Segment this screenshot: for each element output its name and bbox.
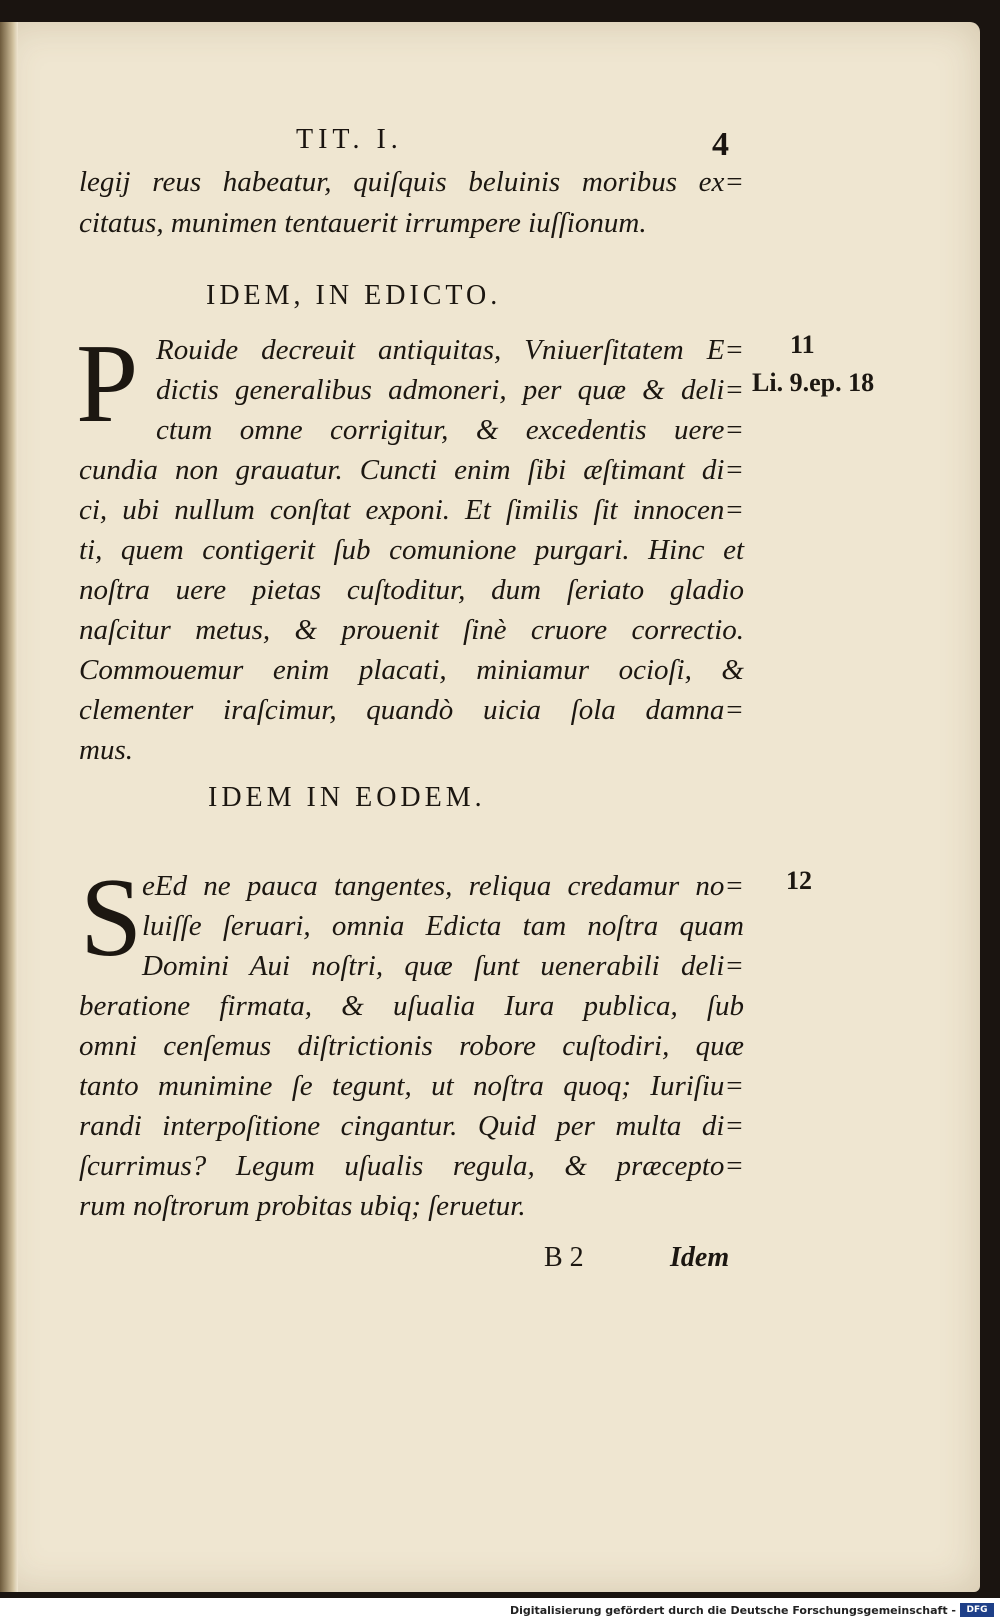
drop-capital: P <box>76 322 139 446</box>
page-gutter <box>0 22 18 1592</box>
text-line: Rouide decreuit antiquitas, Vniuerſitatem E= <box>156 334 744 366</box>
text-line: cundia non grauatur. Cuncti enim ſibi æſtimant di= <box>79 454 744 486</box>
margin-number: 12 <box>786 866 812 895</box>
margin-number: 11 <box>790 330 815 359</box>
text-line: rum noſtrorum probitas ubiq; ſeruetur. <box>79 1190 526 1222</box>
text-line: ti, quem contigerit ſub comunione purgari. Hinc et <box>79 534 744 566</box>
section-heading: IDEM IN EODEM. <box>208 782 486 813</box>
running-title: TIT. I. <box>296 124 403 155</box>
text-line: clementer iraſcimur, quandò uicia ſola damna= <box>79 694 744 726</box>
text-line: eEd ne pauca tangentes, reliqua credamur no= <box>142 870 744 902</box>
text-line: randi interpoſitione cingantur. Quid per multa di= <box>79 1110 744 1142</box>
book-page <box>0 22 980 1592</box>
text-line: luiſſe ſeruari, omnia Edicta tam noſtra quam <box>142 910 744 942</box>
signature-mark: B 2 <box>544 1242 584 1273</box>
text-line: legij reus habeatur, quiſquis beluinis moribus ex= <box>79 166 744 198</box>
text-line: ſcurrimus? Legum uſualis regula, & præcepto= <box>79 1150 744 1182</box>
text-line: omni cenſemus diſtrictionis robore cuſtodiri, quæ <box>79 1030 744 1062</box>
text-line: beratione firmata, & uſualia Iura publica, ſub <box>79 990 744 1022</box>
drop-capital: S <box>80 856 143 980</box>
text-line: naſcitur metus, & prouenit ſinè cruore correctio. <box>79 614 744 646</box>
text-line: ci, ubi nullum conſtat exponi. Et ſimilis ſit innocen= <box>79 494 744 526</box>
digitization-note: Digitalisierung gefördert durch die Deutsche Forschungsgemeinschaft - <box>509 1604 956 1617</box>
dfg-logo: DFG <box>960 1603 994 1617</box>
text-line: citatus, munimen tentauerit irrumpere iuſſionum. <box>79 207 647 239</box>
text-line: Domini Aui noſtri, quæ ſunt uenerabili deli= <box>142 950 744 982</box>
page-number: 4 <box>712 126 729 163</box>
text-line: noſtra uere pietas cuſtoditur, dum ſeriato gladio <box>79 574 744 606</box>
text-line: tanto munimine ſe tegunt, ut noſtra quoq; Iuriſiu= <box>79 1070 744 1102</box>
text-line: Commouemur enim placati, miniamur ocioſi, & <box>79 654 744 686</box>
margin-reference: Li. 9.ep. 18 <box>752 368 875 397</box>
catchword: Idem <box>670 1242 730 1273</box>
text-line: mus. <box>79 734 133 766</box>
text-line: ctum omne corrigitur, & excedentis uere= <box>156 414 744 446</box>
section-heading: IDEM, IN EDICTO. <box>206 280 502 311</box>
text-line: dictis generalibus admoneri, per quæ & deli= <box>156 374 744 406</box>
